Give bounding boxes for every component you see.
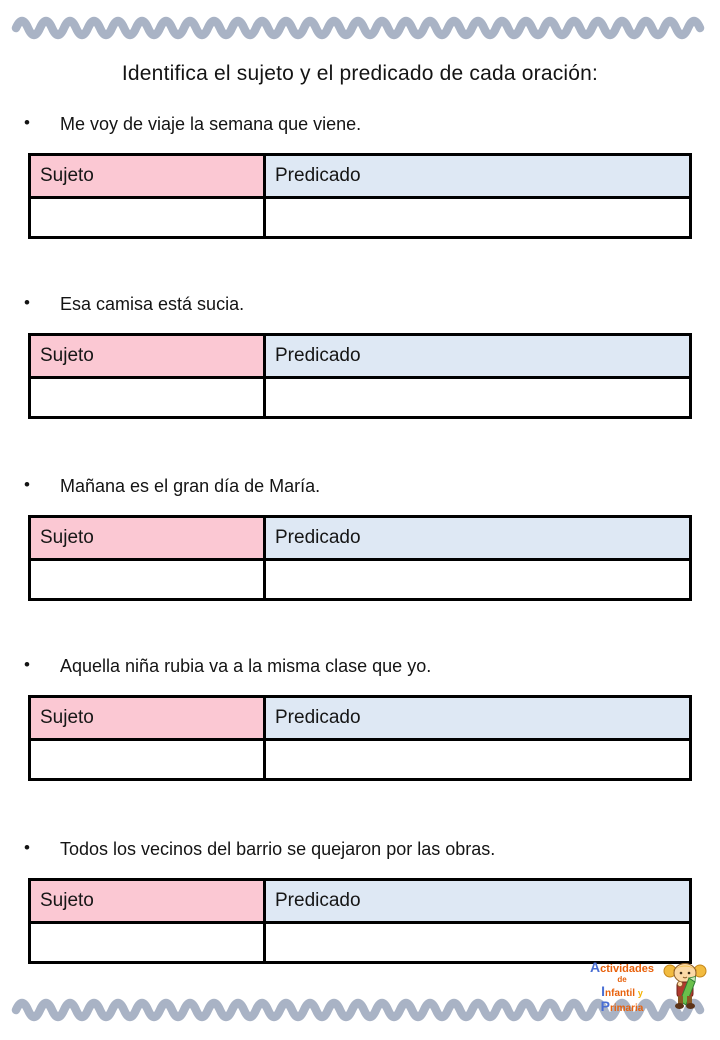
predicate-header-cell: Predicado [266,698,689,741]
sentence-text: Mañana es el gran día de María. [60,476,321,496]
exercise-block-5 [0,836,720,964]
subject-header-cell: Sujeto [31,698,266,741]
sentence-text: Esa camisa está sucia. [60,294,245,314]
subject-predicate-table [28,153,692,239]
bullet-marker: • [24,475,30,494]
predicate-answer-cell [266,561,689,598]
predicate-answer-cell [266,741,689,778]
subject-answer-cell [31,379,266,416]
subject-answer-cell [31,199,266,236]
top-wave-border [10,11,710,45]
subject-predicate-table [28,878,692,964]
predicate-header-cell: Predicado [266,156,689,199]
exercise-block-4 [0,653,720,781]
predicate-header-cell: Predicado [266,518,689,561]
subject-predicate-table [28,333,692,419]
subject-answer-cell [31,561,266,598]
subject-header-cell: Sujeto [31,156,266,199]
sentence-text: Me voy de viaje la semana que viene. [60,114,362,134]
subject-predicate-table [28,695,692,781]
subject-header-cell: Sujeto [31,336,266,379]
table-header-row [31,156,689,199]
exercise-block-2 [0,291,720,419]
exercise-sentence [0,111,720,137]
exercise-sentence [0,291,720,317]
exercise-sentence [0,836,720,862]
table-answer-row [31,924,689,961]
table-header-row [31,698,689,741]
predicate-header-cell: Predicado [266,336,689,379]
table-answer-row [31,199,689,236]
bullet-marker: • [24,293,30,312]
logo-line-3: Infantil y Primaria [600,982,644,1015]
bullet-marker: • [24,655,30,674]
exercise-block-1 [0,111,720,239]
predicate-header-cell: Predicado [266,881,689,924]
table-answer-row [31,561,689,598]
bullet-marker: • [24,113,30,132]
subject-predicate-table [28,515,692,601]
page-title: Identifica el sujeto y el predicado de cada oración: [121,62,599,85]
sentence-text: Aquella niña rubia va a la misma clase que yo. [60,656,432,676]
subject-header-cell: Sujeto [31,518,266,561]
table-header-row [31,881,689,924]
logo-line-1: Actividades [590,959,654,975]
publisher-logo [580,960,664,1015]
table-header-row [31,336,689,379]
subject-header-cell: Sujeto [31,881,266,924]
sentence-text: Todos los vecinos del barrio se quejaron por las obras. [60,839,496,859]
bullet-marker: • [24,838,30,857]
table-answer-row [31,741,689,778]
exercise-block-3 [0,473,720,601]
logo-line-2: de [617,974,627,984]
predicate-answer-cell [266,379,689,416]
predicate-answer-cell [266,924,689,961]
predicate-answer-cell [266,199,689,236]
subject-answer-cell [31,741,266,778]
exercise-sentence [0,653,720,679]
table-answer-row [31,379,689,416]
exercise-sentence [0,473,720,499]
subject-answer-cell [31,924,266,961]
logo-mascot-icon [662,958,708,1012]
table-header-row [31,518,689,561]
